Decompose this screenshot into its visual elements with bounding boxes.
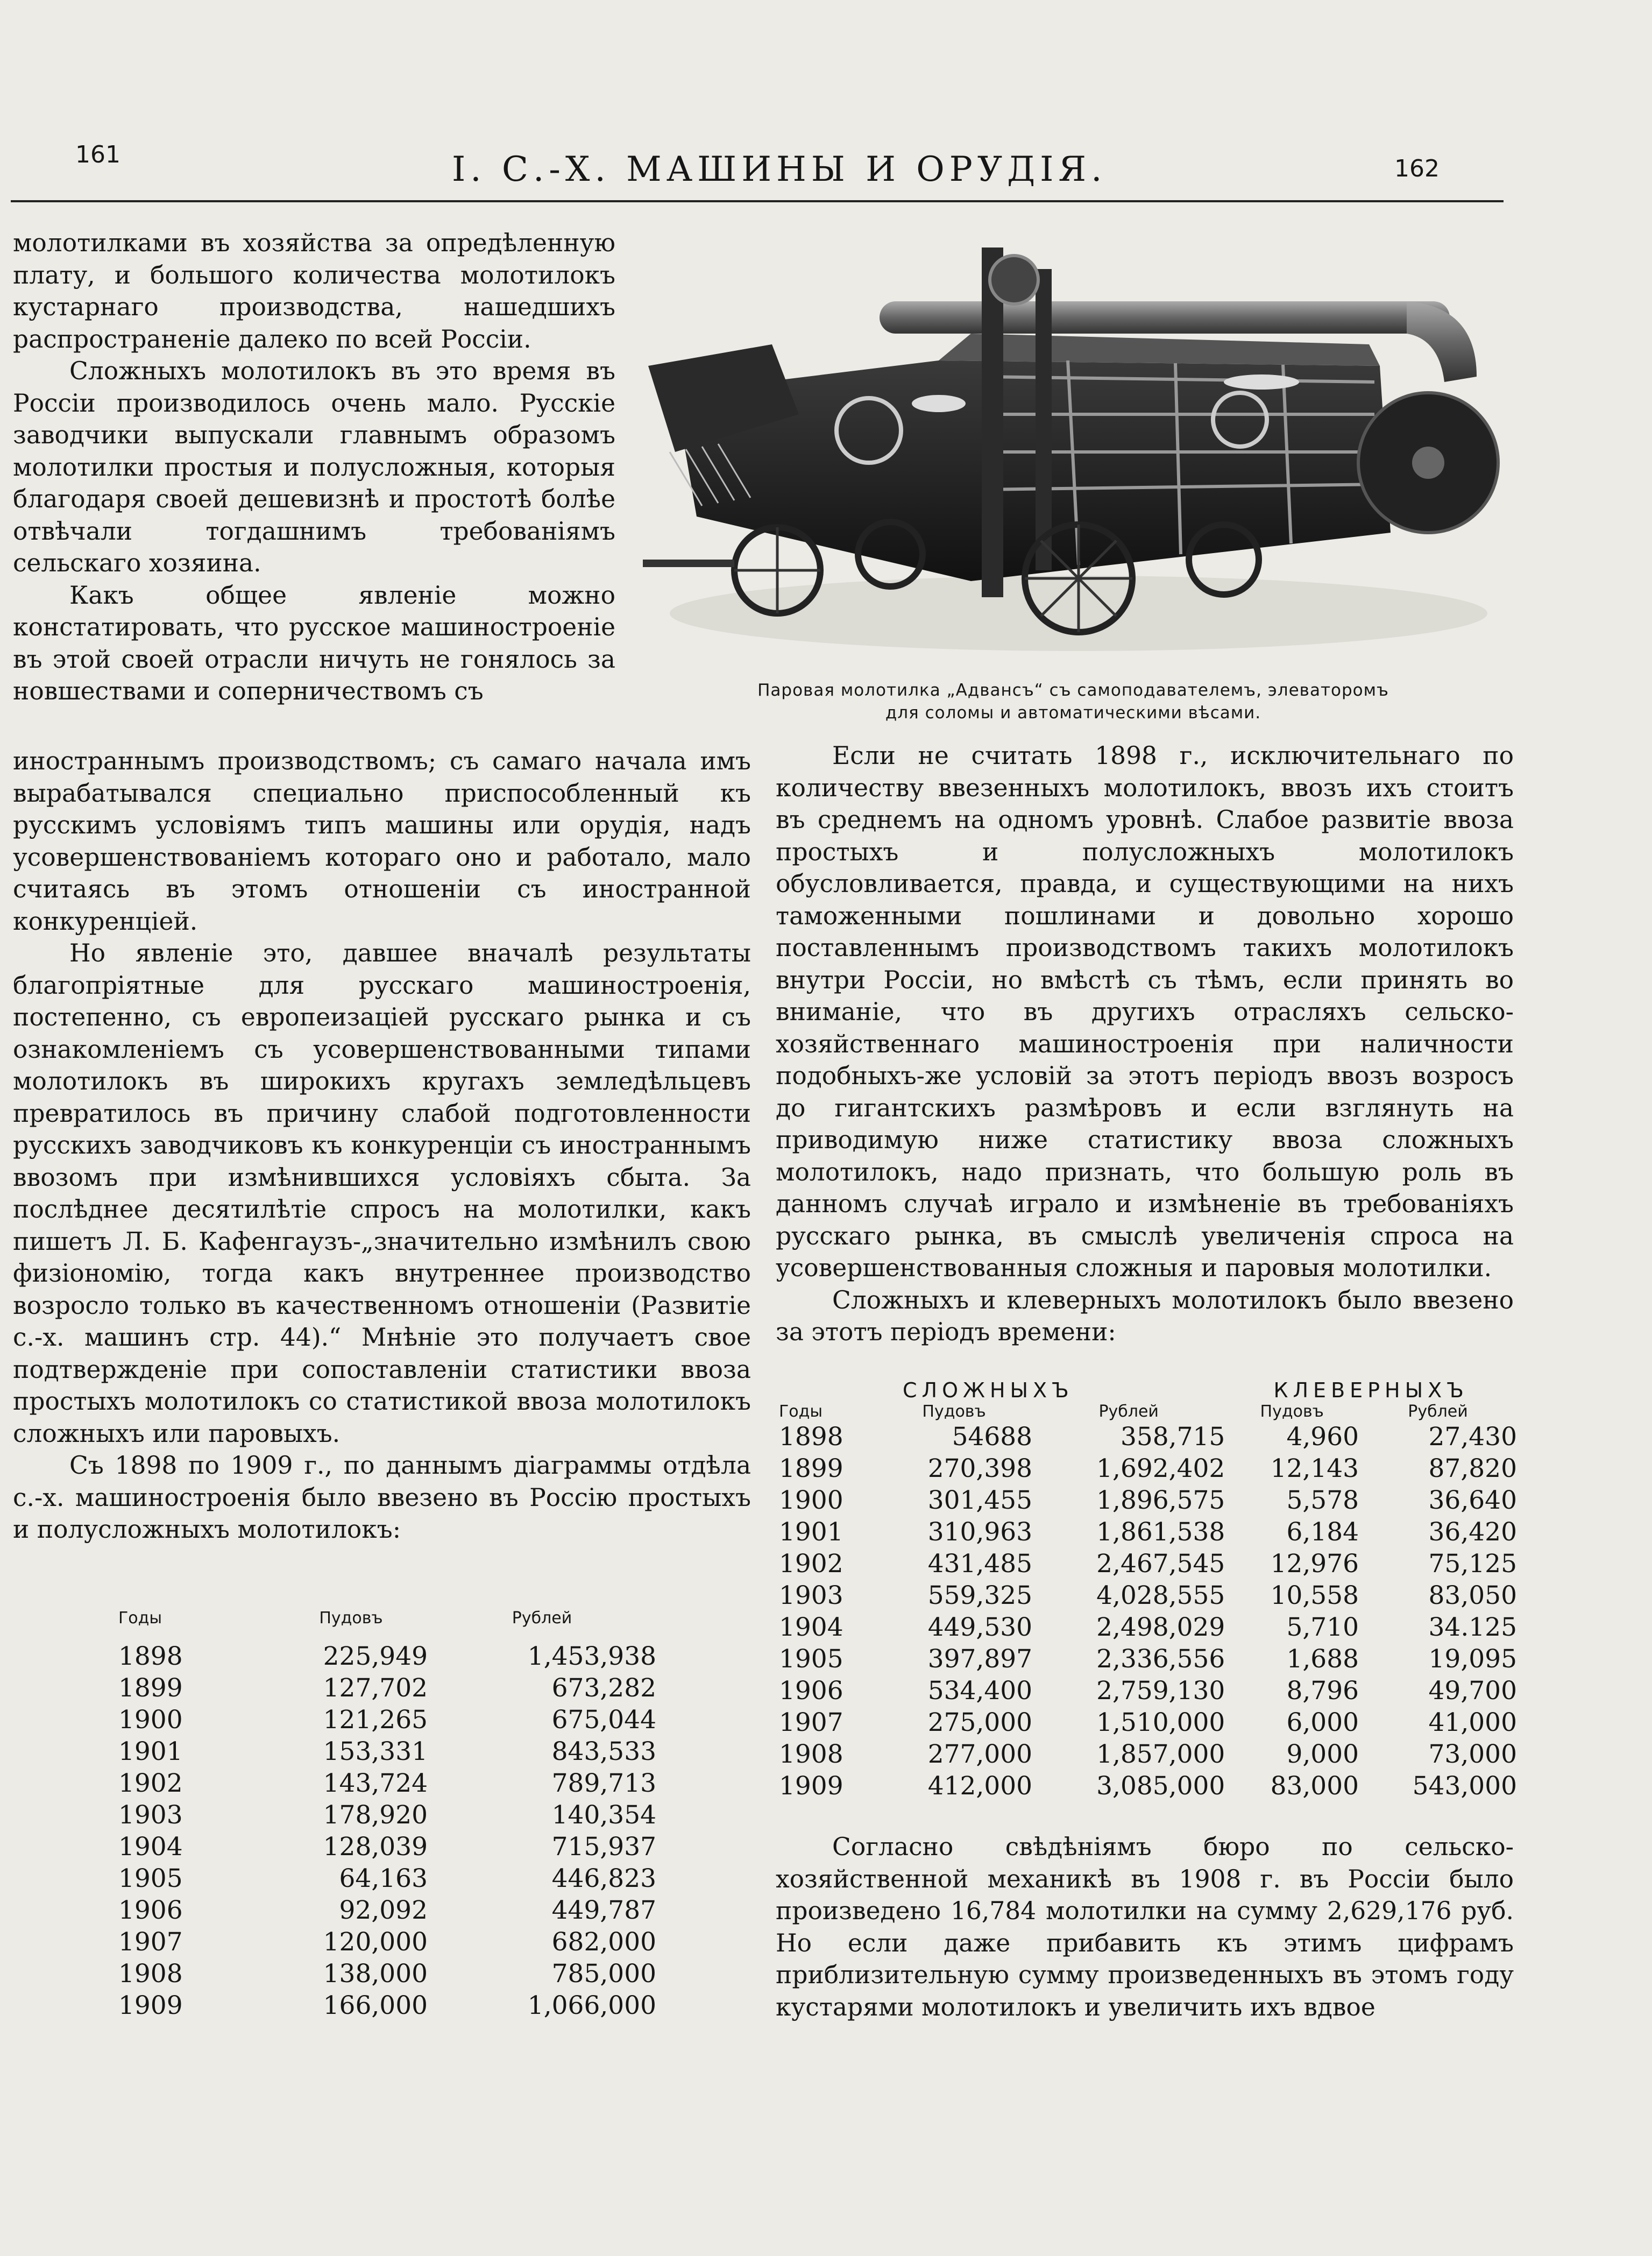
table-cell: 1909 xyxy=(779,1771,843,1801)
table-cell: 143,724 xyxy=(323,1769,428,1798)
paragraph: Сложныхъ молотилокъ въ это время въ Россiи производилось очень мало. Русскiе заводчики выпускали главнымъ образомъ молотилки простыя и полусложныя, которыя благодаря своей дешевизнѣ и простотѣ болѣе отвѣчали тогдашнимъ требованiямъ сельскаго хозяина. xyxy=(13,357,615,577)
table-cell: 715,937 xyxy=(551,1832,656,1862)
table-row xyxy=(779,1580,1517,1611)
table-cell: 83,050 xyxy=(1428,1581,1517,1610)
table-row xyxy=(779,1548,1517,1580)
table-row xyxy=(118,1640,656,1672)
table-cell: 277,000 xyxy=(927,1739,1033,1769)
table-row xyxy=(118,1767,656,1799)
table-header-row xyxy=(118,1609,656,1628)
table-cell: 682,000 xyxy=(551,1927,656,1957)
table-group-row xyxy=(779,1378,1517,1402)
table-cell: 4,028,555 xyxy=(1096,1581,1225,1610)
table-cell: 6,184 xyxy=(1286,1517,1359,1547)
table-cell: 1905 xyxy=(779,1644,843,1674)
table-cell: 1907 xyxy=(118,1927,183,1957)
table-cell: 1,688 xyxy=(1286,1644,1359,1674)
table-cell: 1901 xyxy=(779,1517,843,1547)
table-cell: 1902 xyxy=(118,1769,183,1798)
table-row xyxy=(779,1675,1517,1707)
simple-threshers-table xyxy=(118,1609,656,2021)
table-cell: 301,455 xyxy=(927,1486,1033,1515)
table-cell: 1903 xyxy=(779,1581,843,1610)
table-cell: 843,533 xyxy=(551,1737,656,1766)
right-bottom-text xyxy=(776,1831,1514,2023)
column-header: Рублей xyxy=(1098,1402,1159,1421)
table-cell: 2,467,545 xyxy=(1096,1549,1225,1579)
table-cell: 1908 xyxy=(118,1959,183,1989)
table-row xyxy=(118,1672,656,1704)
table-cell: 92,092 xyxy=(339,1896,428,1925)
table-row xyxy=(779,1770,1517,1802)
table-cell: 785,000 xyxy=(551,1959,656,1989)
column-header: Пудовъ xyxy=(1260,1402,1324,1421)
table-cell: 675,044 xyxy=(551,1705,656,1735)
table-cell: 10,558 xyxy=(1270,1581,1359,1610)
table-cell: 3,085,000 xyxy=(1096,1771,1225,1801)
table-cell: 4,960 xyxy=(1286,1422,1359,1452)
table-cell: 34.125 xyxy=(1428,1613,1517,1642)
table-row xyxy=(118,1736,656,1767)
column-header: Годы xyxy=(118,1609,162,1628)
column-header: Пудовъ xyxy=(922,1402,986,1421)
table-cell: 789,713 xyxy=(551,1769,656,1798)
left-top-text xyxy=(13,227,615,708)
paragraph: Съ 1898 по 1909 г., по даннымъ дiаграммы отдѣла с.-х. машиностроенiя было ввезено въ Россiю простыхъ и полусложныхъ молотилокъ: xyxy=(13,1451,751,1544)
table-cell: 1902 xyxy=(779,1549,843,1579)
table-cell: 5,578 xyxy=(1286,1486,1359,1515)
caption-line: Паровая молотилка „Адвансъ“ съ самоподавателемъ, элеваторомъ xyxy=(757,681,1389,700)
table-cell: 1898 xyxy=(779,1422,843,1452)
table-cell: 75,125 xyxy=(1428,1549,1517,1579)
table-cell: 1904 xyxy=(779,1613,843,1642)
page-number-right: 162 xyxy=(1394,155,1440,182)
table-cell: 1905 xyxy=(118,1864,183,1893)
table-cell: 12,976 xyxy=(1270,1549,1359,1579)
table-cell: 1,857,000 xyxy=(1096,1739,1225,1769)
table-cell: 397,897 xyxy=(927,1644,1033,1674)
table-cell: 310,963 xyxy=(927,1517,1033,1547)
table-cell: 153,331 xyxy=(323,1737,428,1766)
table-cell: 1907 xyxy=(779,1708,843,1737)
column-header: Годы xyxy=(779,1402,823,1421)
table-cell: 225,949 xyxy=(323,1642,428,1671)
table-cell: 1898 xyxy=(118,1642,183,1671)
table-cell: 2,336,556 xyxy=(1096,1644,1225,1674)
table-row xyxy=(118,1799,656,1831)
table-row xyxy=(779,1453,1517,1484)
table-cell: 1906 xyxy=(779,1676,843,1706)
paragraph: Согласно свѣдѣнiямъ бюро по сельско-хозяйственной механикѣ въ 1908 г. въ Россiи было произведено 16,784 молотилки на сумму 2,629,176 руб. Но если даже прибавить къ этимъ цифрамъ приблизительную сумму произведенныхъ въ этомъ году кустарями молотилокъ и увеличить ихъ вдвое xyxy=(776,1833,1514,2021)
table-cell: 1908 xyxy=(779,1739,843,1769)
column-header: Рублей xyxy=(512,1609,572,1628)
table-cell: 36,420 xyxy=(1428,1517,1517,1547)
table-cell: 64,163 xyxy=(339,1864,428,1893)
paragraph: Какъ общее явленiе можно констатировать, что русское машиностроенiе въ этой своей отрасли ничуть не гонялось за новшествами и соперничествомъ съ xyxy=(13,581,615,705)
table-row xyxy=(118,1704,656,1736)
table-cell: 1899 xyxy=(118,1673,183,1703)
table-cell: 270,398 xyxy=(927,1454,1033,1483)
table-row xyxy=(118,1958,656,1990)
table-cell: 128,039 xyxy=(323,1832,428,1862)
table-cell: 6,000 xyxy=(1286,1708,1359,1737)
table-row xyxy=(779,1611,1517,1643)
table-cell: 8,796 xyxy=(1286,1676,1359,1706)
table-cell: 449,787 xyxy=(551,1896,656,1925)
table-header-row xyxy=(779,1402,1517,1421)
table-cell: 2,498,029 xyxy=(1096,1613,1225,1642)
table-cell: 1899 xyxy=(779,1454,843,1483)
table-cell: 534,400 xyxy=(927,1676,1033,1706)
table-cell: 1,453,938 xyxy=(527,1642,656,1671)
table-cell: 166,000 xyxy=(323,1991,428,2020)
table-cell: 1900 xyxy=(779,1486,843,1515)
table-cell: 446,823 xyxy=(551,1864,656,1893)
paragraph: молотилками въ хозяйства за опредѣленную плату, и большого количества молотилокъ кустарнаго производства, нашедшихъ распространенiе далеко по всей Россiи. xyxy=(13,229,615,353)
table-cell: 543,000 xyxy=(1412,1771,1517,1801)
table-cell: 127,702 xyxy=(323,1673,428,1703)
table-cell: 358,715 xyxy=(1120,1422,1225,1452)
table-cell: 2,759,130 xyxy=(1096,1676,1225,1706)
complex-clover-threshers-table xyxy=(779,1378,1517,1802)
table-cell: 275,000 xyxy=(927,1708,1033,1737)
table-cell: 673,282 xyxy=(551,1673,656,1703)
paragraph: иностраннымъ производствомъ; съ самаго начала имъ вырабатывался специально приспособленный къ русскимъ условiямъ типъ машины или орудiя, надъ усовершенствованiемъ котораго оно и работало, мало считаясь въ этомъ отношенiи съ иностранной конкуренцiей. xyxy=(13,747,751,936)
table-cell: 87,820 xyxy=(1428,1454,1517,1483)
table-cell: 1901 xyxy=(118,1737,183,1766)
table-row xyxy=(118,1926,656,1958)
table-row xyxy=(779,1484,1517,1516)
table-cell: 83,000 xyxy=(1270,1771,1359,1801)
table-cell: 412,000 xyxy=(927,1771,1033,1801)
table-cell: 41,000 xyxy=(1428,1708,1517,1737)
table-row xyxy=(779,1707,1517,1738)
table-row xyxy=(779,1643,1517,1675)
table-cell: 1,510,000 xyxy=(1096,1708,1225,1737)
table-row xyxy=(779,1421,1517,1453)
table-row xyxy=(779,1516,1517,1548)
table-cell: 559,325 xyxy=(927,1581,1033,1610)
table-cell: 140,354 xyxy=(551,1800,656,1830)
table-row xyxy=(118,1894,656,1926)
page-number-left: 161 xyxy=(75,141,120,168)
group-header-clover: КЛЕВЕРНЫХЪ xyxy=(1273,1378,1469,1402)
table-cell: 54688 xyxy=(952,1422,1033,1452)
figure-caption xyxy=(694,679,1452,724)
table-cell: 1,896,575 xyxy=(1096,1486,1225,1515)
table-cell: 36,640 xyxy=(1428,1486,1517,1515)
table-cell: 27,430 xyxy=(1428,1422,1517,1452)
paragraph: Сложныхъ и клеверныхъ молотилокъ было ввезено за этотъ перiодъ времени: xyxy=(776,1285,1514,1346)
table-cell: 5,710 xyxy=(1286,1613,1359,1642)
table-row xyxy=(118,1990,656,2021)
paragraph: Если не считать 1898 г., исключительнаго по количеству ввезенныхъ молотилокъ, ввозъ ихъ стоитъ въ среднемъ на одномъ уровнѣ. Слабое развитiе ввоза простыхъ и полусложныхъ молотилокъ обусловливается, правда, и существующими на нихъ таможенными пошлинами и довольно хорошо поставленнымъ производствомъ такихъ молотилокъ внутри Россiи, но вмѣстѣ съ тѣмъ, если принять во вниманiе, что въ другихъ отрасляхъ сельско-хозяйственнаго машиностроенiя при наличности подобныхъ-же условiй за этотъ перiодъ ввозъ возросъ до гигантскихъ размѣровъ и если взглянуть на приводимую ниже статистику ввоза сложныхъ молотилокъ, надо признать, что большую роль въ данномъ случаѣ играло и измѣненiе въ требованiяхъ русскаго рынка, въ смыслѣ увеличенiя спроса на усовершенствованныя сложныя и паровыя молотилки. xyxy=(776,741,1514,1282)
table-cell: 138,000 xyxy=(323,1959,428,1989)
table-cell: 449,530 xyxy=(927,1613,1033,1642)
running-head: I. С.-Х. МАШИНЫ И ОРУДIЯ. xyxy=(452,150,1107,189)
table-cell: 12,143 xyxy=(1270,1454,1359,1483)
header-rule xyxy=(11,200,1504,202)
table-row xyxy=(118,1831,656,1863)
table-cell: 120,000 xyxy=(323,1927,428,1957)
table-cell: 1903 xyxy=(118,1800,183,1830)
caption-line: для соломы и автоматическими вѣсами. xyxy=(885,703,1261,723)
table-cell: 121,265 xyxy=(323,1705,428,1735)
right-main-text xyxy=(776,740,1514,1348)
group-header-complex: СЛОЖНЫХЪ xyxy=(903,1378,1074,1402)
column-header: Пудовъ xyxy=(319,1609,383,1628)
table-cell: 1904 xyxy=(118,1832,183,1862)
left-main-text xyxy=(13,745,751,1546)
table-cell: 1906 xyxy=(118,1896,183,1925)
table-row xyxy=(779,1738,1517,1770)
table-cell: 178,920 xyxy=(323,1800,428,1830)
table-cell: 1900 xyxy=(118,1705,183,1735)
table-cell: 73,000 xyxy=(1428,1739,1517,1769)
table-cell: 19,095 xyxy=(1428,1644,1517,1674)
table-cell: 49,700 xyxy=(1428,1676,1517,1706)
table-row xyxy=(118,1863,656,1894)
table-cell: 9,000 xyxy=(1286,1739,1359,1769)
paragraph: Но явленiе это, давшее вначалѣ результаты благопрiятные для русскаго машиностроенiя, постепенно, съ европеизацiей русскаго рынка и съ ознакомленiемъ съ усовершенствованными типами молотилокъ въ широкихъ кругахъ земледѣльцевъ превратилось въ причину слабой подготовленности русскихъ заводчиковъ къ конкуренцiи съ иностраннымъ ввозомъ при измѣнившихся условiяхъ сбыта. За послѣднее десятилѣтiе спросъ на молотилки, какъ пишетъ Л. Б. Кафенгаузъ-„значительно измѣнилъ свою физiономiю, тогда какъ внутреннее производство возросло только въ качественномъ отношенiи (Развитiе с.-х. машинъ стр. 44).“ Мнѣнiе это получаетъ свое подтвержденiе при сопоставленiи статистики ввоза простыхъ молотилокъ со статистикой ввоза молотилокъ сложныхъ или паровыхъ. xyxy=(13,939,751,1448)
table-cell: 1,066,000 xyxy=(527,1991,656,2020)
table-cell: 1909 xyxy=(118,1991,183,2020)
column-header: Рублей xyxy=(1408,1402,1468,1421)
table-cell: 1,692,402 xyxy=(1096,1454,1225,1483)
table-cell: 1,861,538 xyxy=(1096,1517,1225,1547)
table-cell: 431,485 xyxy=(927,1549,1033,1579)
thresher-illustration xyxy=(637,237,1504,662)
